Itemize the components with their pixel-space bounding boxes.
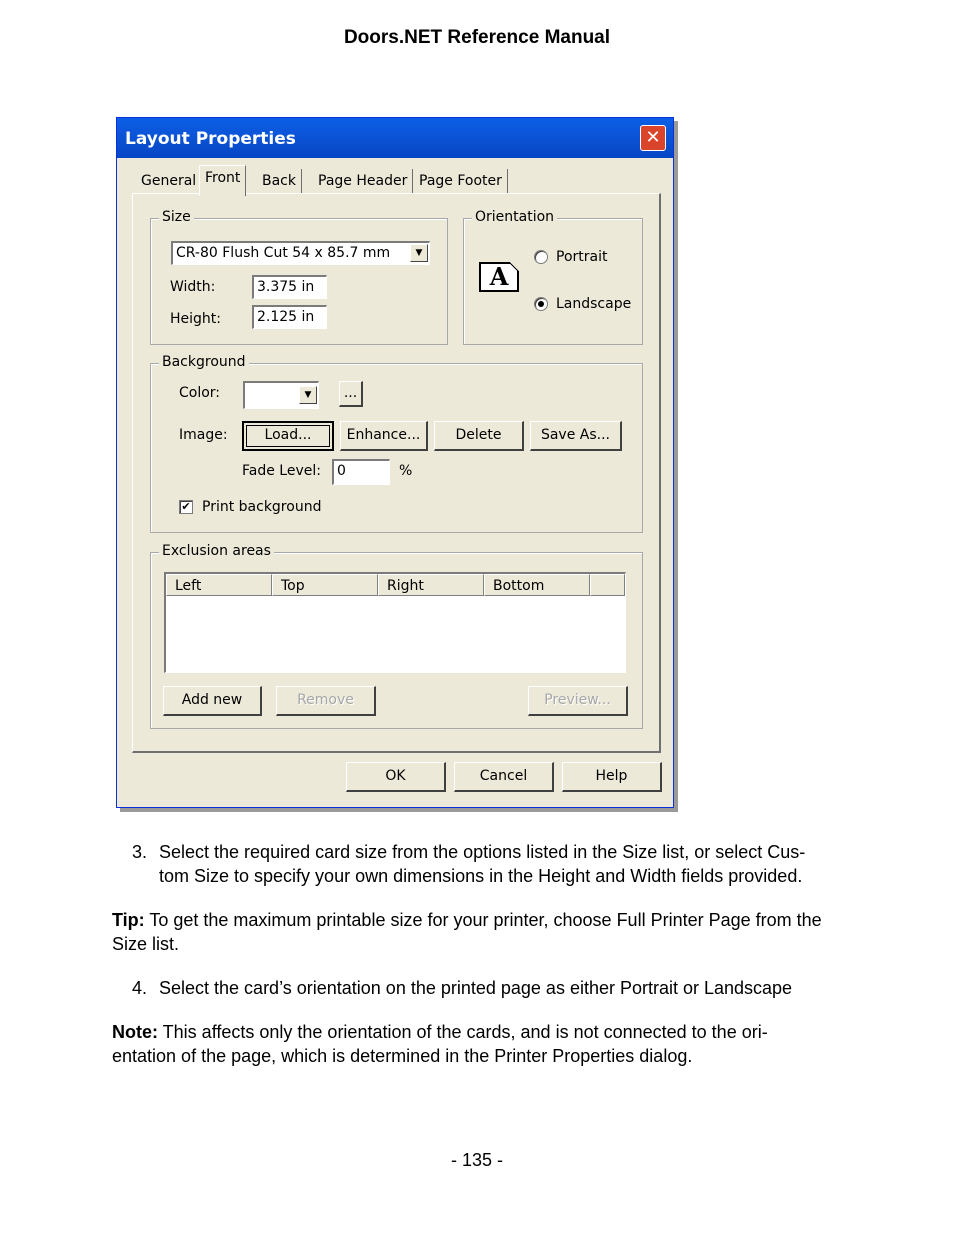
remove-exclusion-button[interactable] bbox=[276, 686, 376, 716]
chevron-down-icon[interactable]: ▼ bbox=[299, 386, 317, 404]
note-paragraph bbox=[112, 1020, 802, 1068]
background-group-label: Background bbox=[159, 354, 249, 370]
portrait-label[interactable]: Portrait bbox=[556, 249, 608, 265]
page-number: - 135 - bbox=[450, 1150, 504, 1170]
dialog-body bbox=[120, 158, 670, 804]
note-label: Note: bbox=[112, 1022, 158, 1042]
width-label: Width: bbox=[170, 279, 216, 295]
column-header-bottom[interactable]: Bottom bbox=[484, 574, 590, 596]
close-icon[interactable]: ✕ bbox=[640, 125, 666, 151]
width-input[interactable]: 3.375 in bbox=[252, 275, 327, 299]
delete-image-button[interactable]: Delete bbox=[434, 421, 524, 451]
step-4-text: Select the card’s orientation on the printed page as either Portrait or Landscape bbox=[159, 978, 793, 998]
tip-label: Tip: bbox=[112, 910, 145, 930]
tip-text: To get the maximum printable size for your printer, choose Full Printer Page from the Size list. bbox=[112, 910, 822, 954]
column-header-right[interactable]: Right bbox=[378, 574, 484, 596]
exclusion-areas-list[interactable] bbox=[164, 572, 626, 673]
dialog-title: Layout Properties bbox=[125, 129, 296, 149]
load-image-button[interactable]: Load... bbox=[242, 421, 334, 451]
tab-page-header[interactable]: Page Header bbox=[313, 169, 413, 193]
orientation-group-label: Orientation bbox=[472, 209, 557, 225]
background-group bbox=[150, 354, 643, 533]
column-header-left[interactable]: Left bbox=[166, 574, 272, 596]
color-label: Color: bbox=[179, 385, 221, 401]
height-input[interactable]: 2.125 in bbox=[252, 305, 327, 329]
image-label: Image: bbox=[179, 427, 228, 443]
exclusion-areas-label: Exclusion areas bbox=[159, 543, 274, 559]
step-4 bbox=[132, 976, 832, 1000]
document-header-title: Doors.NET Reference Manual bbox=[343, 27, 611, 48]
fade-percent-label: % bbox=[399, 463, 413, 479]
tip-paragraph bbox=[112, 908, 832, 956]
size-dropdown-value: CR-80 Flush Cut 54 x 85.7 mm bbox=[176, 245, 391, 261]
help-button[interactable]: Help bbox=[562, 762, 662, 792]
preview-exclusion-label: Preview... bbox=[544, 692, 611, 708]
ok-button[interactable]: OK bbox=[346, 762, 446, 792]
height-label: Height: bbox=[170, 311, 221, 327]
enhance-image-button[interactable]: Enhance... bbox=[340, 421, 428, 451]
step-3 bbox=[132, 840, 832, 888]
chevron-down-icon[interactable]: ▼ bbox=[410, 244, 428, 262]
dialog-titlebar bbox=[117, 118, 673, 158]
size-dropdown[interactable] bbox=[171, 241, 430, 265]
landscape-label[interactable]: Landscape bbox=[556, 296, 632, 312]
color-dropdown[interactable] bbox=[243, 381, 319, 409]
layout-properties-dialog bbox=[116, 117, 674, 808]
fade-level-label: Fade Level: bbox=[242, 463, 321, 479]
add-new-exclusion-button[interactable]: Add new bbox=[163, 686, 262, 716]
print-background-label[interactable]: Print background bbox=[202, 499, 322, 515]
step-4-number: 4. bbox=[132, 978, 148, 998]
tab-front[interactable]: Front bbox=[199, 165, 246, 196]
remove-exclusion-label: Remove bbox=[297, 692, 354, 708]
step-3-number: 3. bbox=[132, 842, 148, 862]
note-text: This affects only the orientation of the cards, and is not connected to the ori- entation of the page, which is determined in the Printer Properties dialog. bbox=[112, 1022, 768, 1066]
save-image-as-button[interactable]: Save As... bbox=[530, 421, 622, 451]
size-group-label: Size bbox=[159, 209, 194, 225]
landscape-page-icon: A bbox=[479, 262, 519, 292]
fade-level-input[interactable]: 0 bbox=[332, 459, 390, 485]
preview-exclusion-button[interactable] bbox=[528, 686, 628, 716]
step-3-text: Select the required card size from the options listed in the Size list, or select Cus- tom Size to specify your own dimensions in the Height and Width fields provided. bbox=[159, 842, 806, 886]
tab-page-footer[interactable]: Page Footer bbox=[414, 169, 508, 193]
color-picker-button[interactable]: ... bbox=[339, 381, 363, 407]
landscape-radio[interactable] bbox=[534, 297, 548, 311]
exclusion-areas-group bbox=[150, 543, 643, 729]
size-group bbox=[150, 209, 448, 345]
portrait-radio[interactable] bbox=[534, 250, 548, 264]
tab-back[interactable]: Back bbox=[257, 169, 302, 193]
cancel-button[interactable]: Cancel bbox=[454, 762, 554, 792]
orientation-group bbox=[463, 209, 643, 345]
tab-general[interactable]: General bbox=[136, 169, 202, 193]
front-tab-panel bbox=[132, 193, 661, 753]
print-background-checkbox[interactable]: ✔ bbox=[179, 500, 193, 514]
column-header-filler bbox=[590, 574, 625, 596]
column-header-top[interactable]: Top bbox=[272, 574, 378, 596]
